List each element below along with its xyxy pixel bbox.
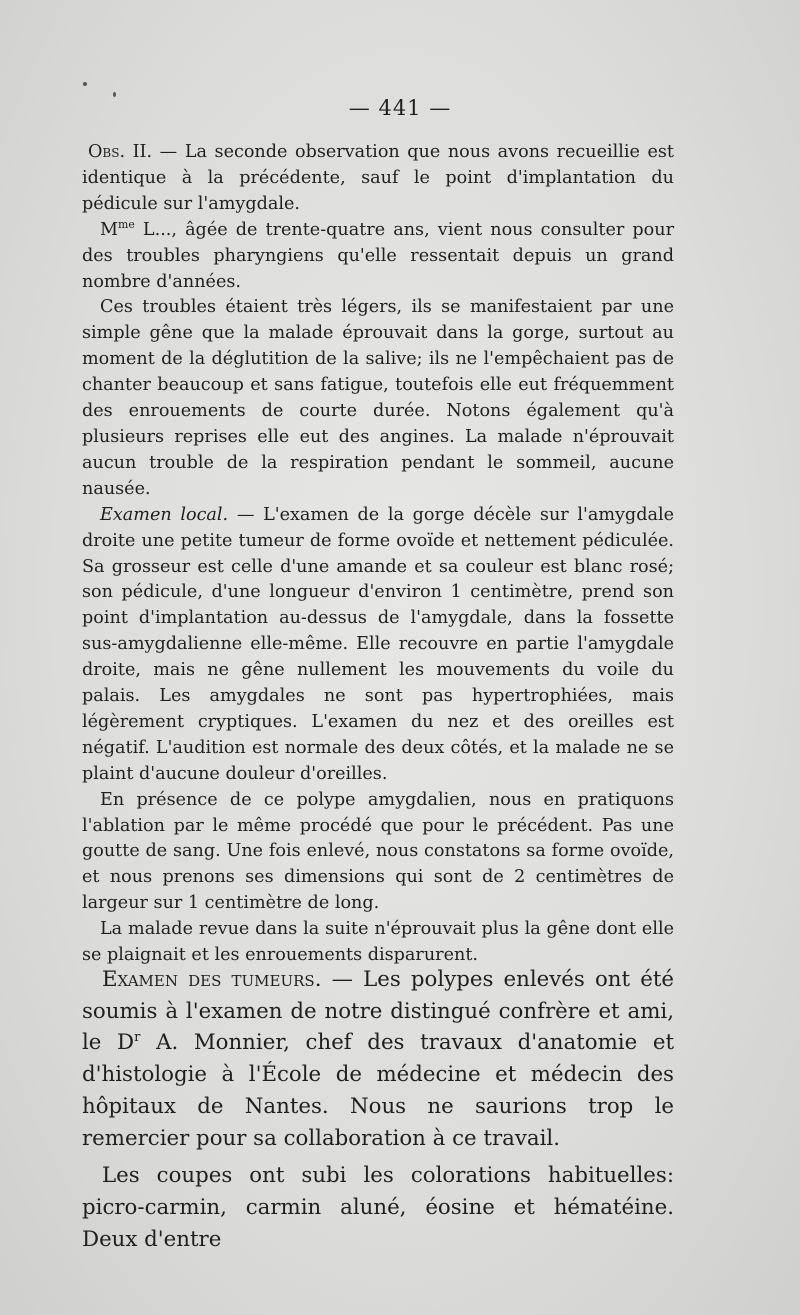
examen-local-text: — L'examen de la gorge décèle sur l'amygdale droite une petite tumeur de forme ovoïde et nettement pédiculée. Sa grosseur est celle d'une amande et sa couleur est blanc rosé; son pédicule, d'une longueur d'environ 1 centimètre, prend son point d'implantation au-dessus de l'amygdale, dans la fossette sus-amygdalienne elle-même. Elle recouvre en partie l'amygdale droite, mais ne gêne nullement les mouvements du voile du palais. Les amygdales ne sont pas hypertrophiées, mais légèrement cryptiques. L'examen du nez et des oreilles est négatif. L'audition est normale des deux côtés, et la malade ne se plaint d'aucune douleur d'oreilles. xyxy=(82,504,674,784)
examen-local-label: Examen local. xyxy=(100,504,229,525)
ablation-paragraph: En présence de ce polype amygdalien, nous en pratiquons l'ablation par le même procédé que pour le précédent. Pas une goutte de sang. Une fois enlevé, nous constatons sa forme ovoïde, et nous prenons ses dimensions qui sont de 2 centimètres de largeur sur 1 centimètre de long. xyxy=(82,789,674,914)
examen-local-paragraph xyxy=(82,503,674,788)
patient-text: L..., âgée de trente-quatre ans, vient nous consulter pour des troubles pharyngiens qu'elle ressentait depuis un grand nombre d'années. xyxy=(82,219,674,292)
observation-section xyxy=(82,140,674,969)
obs-paragraph xyxy=(82,140,674,218)
patient-paragraph xyxy=(82,218,674,296)
examen-tumeurs-text-after: A. Monnier, chef des travaux d'anatomie et d'histologie à l'École de médecine et médecin des hôpitaux de Nantes. Nous ne saurions trop le remercier pour sa collaboration à ce travail. xyxy=(82,1030,674,1151)
examen-tumeurs-label: Examen des tumeurs. xyxy=(102,967,322,992)
obs-text: — La seconde observation que nous avons recueillie est identique à la précédente, sauf le point d'implantation du pédicule sur l'amygdale. xyxy=(82,142,675,214)
page-number: — 441 — xyxy=(348,96,452,120)
examen-tumeurs-text-before: — Les polypes enlevés ont été soumis à l'examen de notre distingué confrère et ami, le D xyxy=(82,967,675,1056)
ink-speck xyxy=(83,82,87,86)
patient-name-prefix: M xyxy=(100,219,119,240)
revue-paragraph: La malade revue dans la suite n'éprouvait plus la gêne dont elle se plaignait et les enrouements disparurent. xyxy=(82,919,674,966)
examen-tumeurs-paragraph xyxy=(82,964,674,1154)
obs-label: Obs. II. xyxy=(88,142,153,162)
tumeurs-section xyxy=(82,964,674,1261)
troubles-paragraph: Ces troubles étaient très légers, ils se manifestaient par une simple gêne que la malade éprouvait dans la gorge, surtout au moment de la déglutition de la salive; ils ne l'empêchaient pas de chanter beaucoup et sans fatigue, toutefois elle eut fréquemment des enrouements de courte durée. Notons également qu'à plusieurs reprises elle eut des angines. La malade n'éprouvait aucun trouble de la respiration pendant le sommeil, aucune nausée. xyxy=(82,297,674,499)
coupes-paragraph: Les coupes ont subi les colorations habituelles: picro-carmin, carmin aluné, éosine et hématéine. Deux d'entre xyxy=(82,1163,674,1252)
patient-name-sup: me xyxy=(118,217,135,231)
examen-tumeurs-sup: r xyxy=(134,1030,141,1046)
